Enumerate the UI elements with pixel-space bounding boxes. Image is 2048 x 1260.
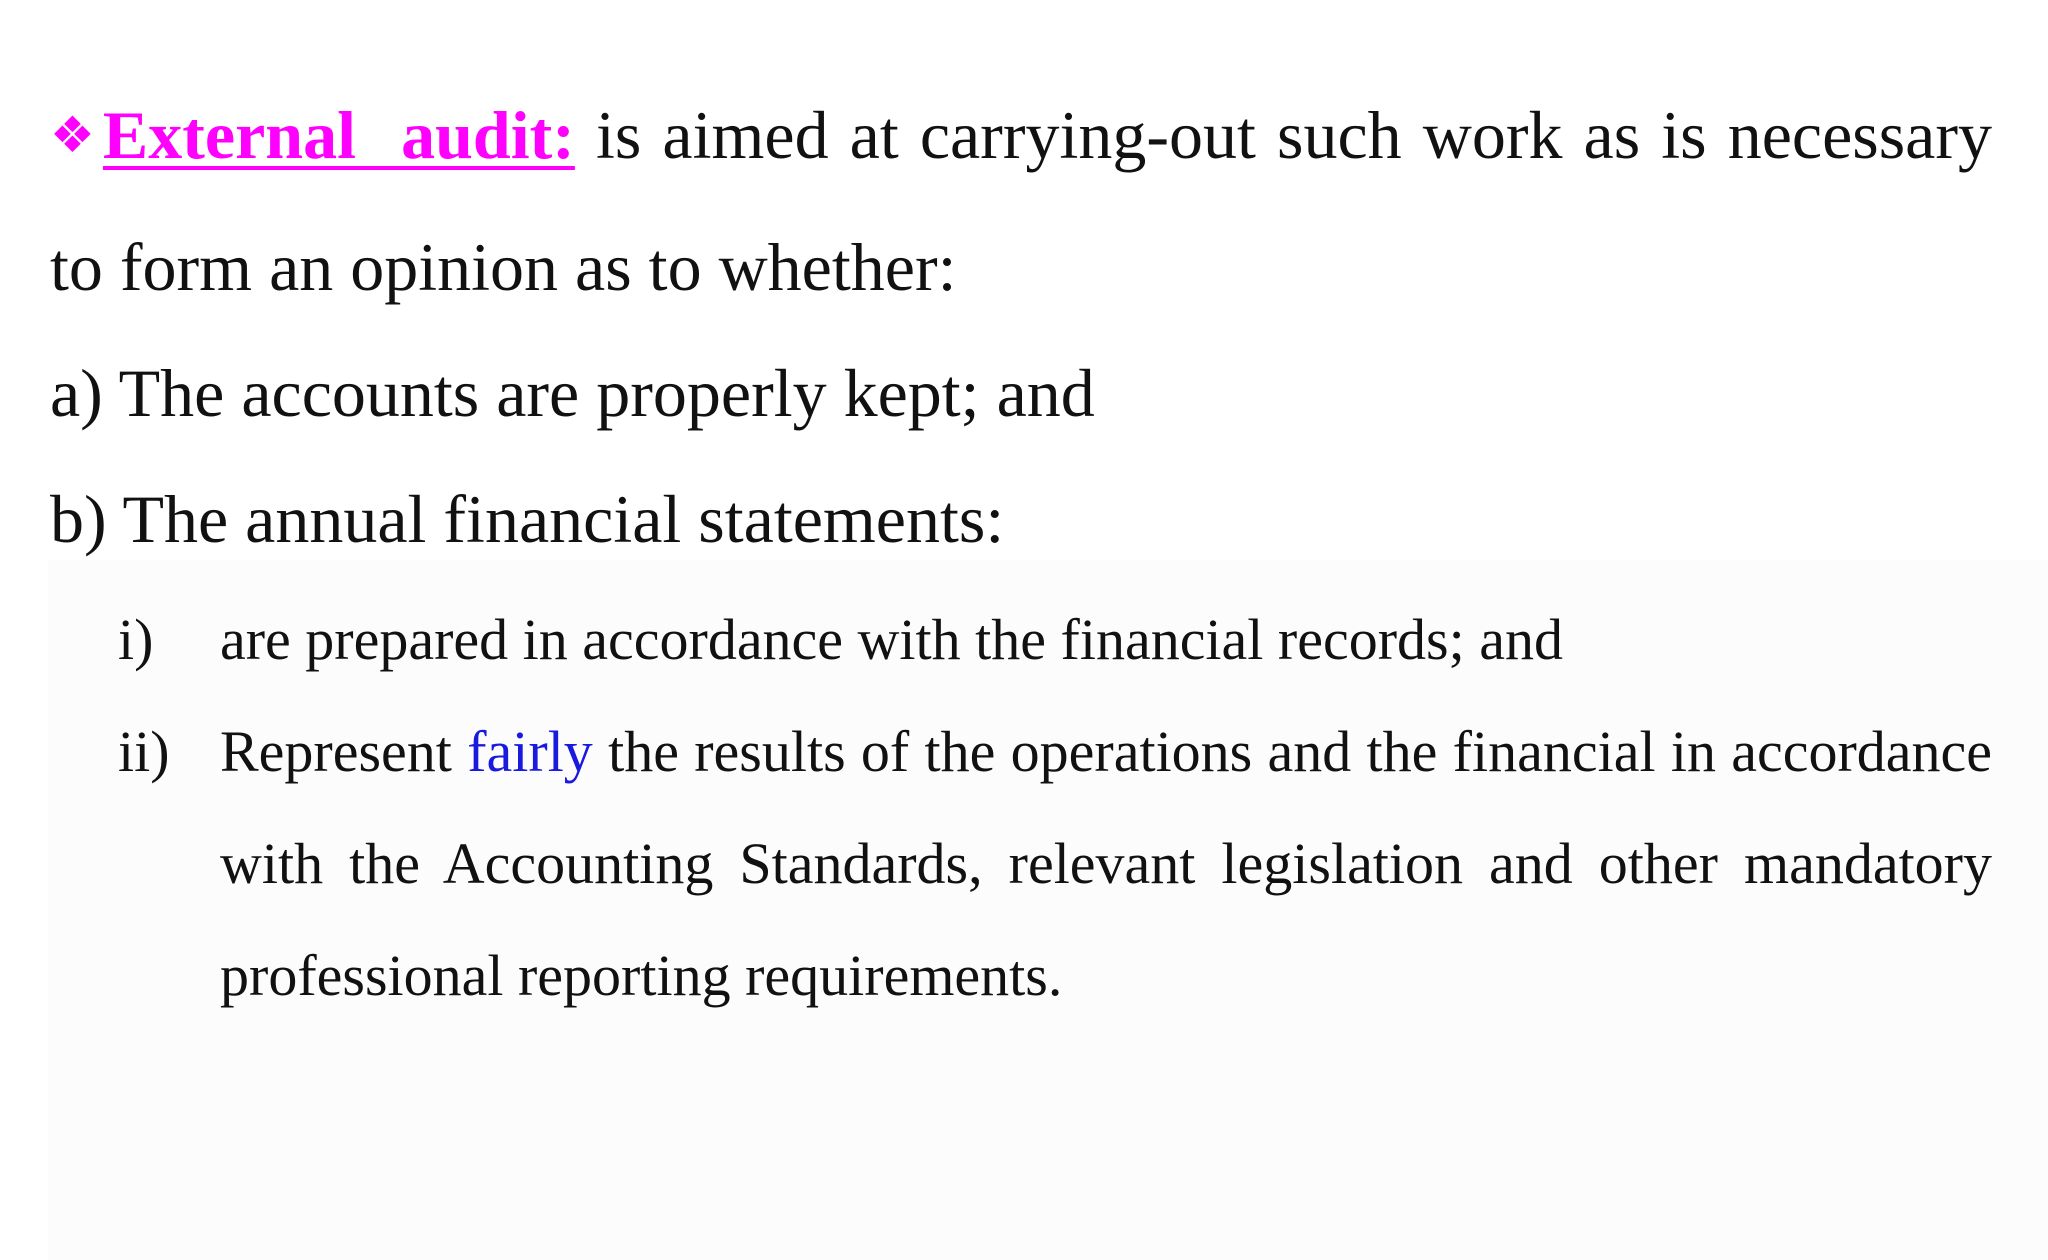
- list-item-a: [50, 330, 1992, 456]
- list-item-a-text: The accounts are properly kept; and: [118, 355, 1095, 431]
- list-item-b: [50, 456, 1992, 582]
- sub-item-ii-text-after: the results of the operations and the financial in accordance with the Accounting Standards, relevant legislation and other mandatory professional reporting requirements.: [220, 719, 1993, 1008]
- definition-term: External audit:: [102, 97, 575, 173]
- list-item-a-label: a): [50, 355, 103, 431]
- definition-paragraph: [50, 72, 1992, 330]
- sub-item-i-text: are prepared in accordance with the financial records; and: [220, 607, 1563, 672]
- document-content: [50, 72, 1992, 1032]
- sub-item-ii: [50, 696, 1992, 1032]
- sub-item-ii-text: [220, 696, 1992, 1032]
- list-item-b-text: The annual financial statements:: [122, 481, 1005, 557]
- sub-item-ii-text-before: Represent: [220, 719, 468, 784]
- sub-item-ii-label: ii): [118, 719, 170, 784]
- diamond-bullet-icon: ❖: [50, 107, 99, 163]
- sub-list: [50, 584, 1992, 1032]
- sub-item-i-label: i): [118, 607, 154, 672]
- definition-text: is aimed at carrying-out such work as is necessary to form an opinion as to whether:: [50, 97, 1993, 305]
- list-item-b-label: b): [50, 481, 107, 557]
- sub-item-i: [50, 584, 1992, 696]
- emphasis-word: fairly: [467, 719, 593, 784]
